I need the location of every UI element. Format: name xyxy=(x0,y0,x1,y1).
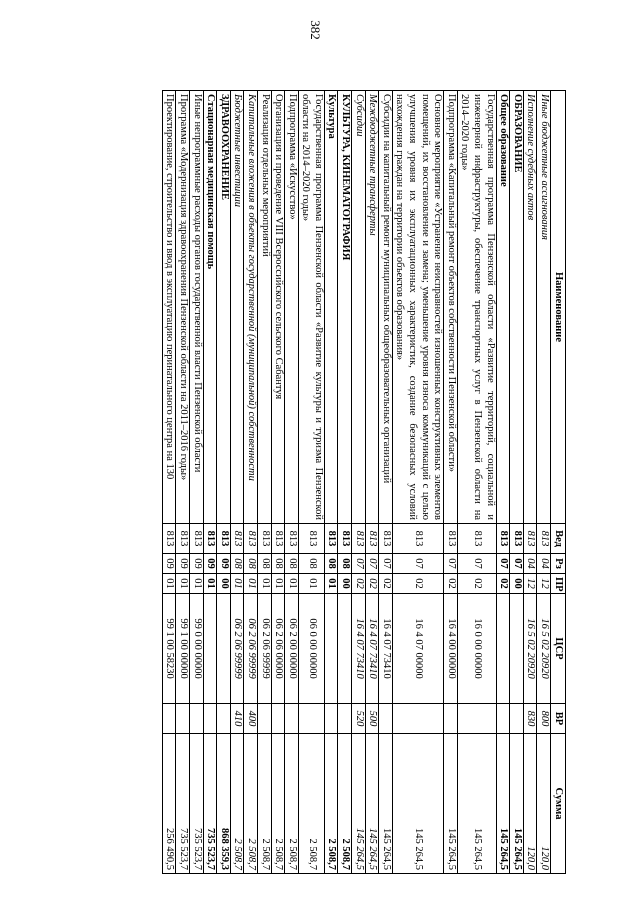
cell-csr: 06 2 06 00000 xyxy=(271,594,285,704)
cell-ved: 813 xyxy=(203,524,217,554)
cell-rz: 09 xyxy=(189,554,203,574)
cell-vr xyxy=(496,704,510,734)
cell-ved: 813 xyxy=(189,524,203,554)
cell-vr xyxy=(457,704,496,734)
table-row xyxy=(244,91,258,874)
cell-pr: 02 xyxy=(444,574,458,594)
cell-csr xyxy=(203,594,217,704)
header-sum: Сумма xyxy=(551,734,566,874)
cell-rz: 09 xyxy=(203,554,217,574)
cell-sum: 145 264,5 xyxy=(365,734,379,874)
cell-csr: 99 1 00 00000 xyxy=(176,594,190,704)
table-row xyxy=(230,91,244,874)
header-pr: ПР xyxy=(551,574,566,594)
cell-sum: 2 508,7 xyxy=(257,734,271,874)
cell-csr: 16 5 02 20920 xyxy=(537,594,551,704)
cell-csr: 16 4 07 73410 xyxy=(365,594,379,704)
table-row xyxy=(203,91,217,874)
cell-rz: 04 xyxy=(523,554,537,574)
cell-sum: 735 523,7 xyxy=(189,734,203,874)
cell-rz: 08 xyxy=(244,554,258,574)
cell-rz: 07 xyxy=(392,554,443,574)
cell-sum: 2 508,7 xyxy=(338,734,352,874)
cell-name: Реализация отдельных мероприятий xyxy=(257,91,271,524)
table-row xyxy=(217,91,231,874)
table-row xyxy=(510,91,524,874)
cell-name: Подпрограмма «Капитальный ремонт объектов собственности Пензенской области» xyxy=(444,91,458,524)
cell-name: Иные бюджетные ассигнования xyxy=(537,91,551,524)
cell-rz: 08 xyxy=(338,554,352,574)
cell-rz: 09 xyxy=(217,554,231,574)
cell-csr: 06 2 06 99999 xyxy=(257,594,271,704)
cell-ved: 813 xyxy=(379,524,393,554)
table-row xyxy=(176,91,190,874)
table-row xyxy=(537,91,551,874)
cell-pr: 01 xyxy=(189,574,203,594)
cell-pr: 12 xyxy=(523,574,537,594)
cell-vr xyxy=(176,704,190,734)
cell-ved: 813 xyxy=(392,524,443,554)
cell-pr: 02 xyxy=(365,574,379,594)
cell-sum: 120,0 xyxy=(537,734,551,874)
cell-csr: 06 2 06 99999 xyxy=(244,594,258,704)
cell-rz: 08 xyxy=(230,554,244,574)
cell-ved: 813 xyxy=(230,524,244,554)
cell-ved: 813 xyxy=(324,524,338,554)
cell-vr xyxy=(189,704,203,734)
cell-sum: 735 523,7 xyxy=(203,734,217,874)
cell-name: ОБРАЗОВАНИЕ xyxy=(510,91,524,524)
cell-csr xyxy=(324,594,338,704)
cell-name: Государственная программа Пензенской области «Развитие территорий, социальной и инженерной инфраструктуры, обеспечение транспортных услуг в Пензенской области на 2014–2020 годы» xyxy=(457,91,496,524)
cell-ved: 813 xyxy=(352,524,366,554)
cell-ved: 813 xyxy=(365,524,379,554)
cell-ved: 813 xyxy=(217,524,231,554)
cell-name: Стационарная медицинская помощь xyxy=(203,91,217,524)
cell-vr xyxy=(285,704,299,734)
cell-rz: 07 xyxy=(510,554,524,574)
cell-rz: 09 xyxy=(162,554,176,574)
table-body xyxy=(162,91,550,874)
cell-pr: 02 xyxy=(496,574,510,594)
table-row xyxy=(338,91,352,874)
cell-vr xyxy=(257,704,271,734)
cell-csr xyxy=(510,594,524,704)
cell-csr: 06 2 00 00000 xyxy=(285,594,299,704)
cell-sum: 120,0 xyxy=(523,734,537,874)
cell-vr xyxy=(324,704,338,734)
cell-sum: 2 508,7 xyxy=(285,734,299,874)
header-vr: ВР xyxy=(551,704,566,734)
cell-rz: 07 xyxy=(457,554,496,574)
cell-pr: 01 xyxy=(176,574,190,594)
cell-rz: 08 xyxy=(271,554,285,574)
cell-ved: 813 xyxy=(444,524,458,554)
cell-name: Субсидии на капитальный ремонт муниципальных общеобразовательных организаций xyxy=(379,91,393,524)
cell-pr: 01 xyxy=(230,574,244,594)
table-row xyxy=(162,91,176,874)
cell-sum: 145 264,5 xyxy=(392,734,443,874)
cell-pr: 02 xyxy=(352,574,366,594)
cell-ved: 813 xyxy=(523,524,537,554)
cell-sum: 145 264,5 xyxy=(510,734,524,874)
cell-pr: 02 xyxy=(457,574,496,594)
cell-vr: 800 xyxy=(537,704,551,734)
cell-ved: 813 xyxy=(271,524,285,554)
table-row xyxy=(365,91,379,874)
cell-name: Субсидии xyxy=(352,91,366,524)
cell-name: Капитальные вложения в объекты государственной (муниципальной) собственности xyxy=(244,91,258,524)
cell-rz: 07 xyxy=(352,554,366,574)
cell-pr: 00 xyxy=(338,574,352,594)
table-row xyxy=(189,91,203,874)
cell-sum: 2 508,7 xyxy=(324,734,338,874)
table-row xyxy=(496,91,510,874)
cell-csr: 16 4 07 73410 xyxy=(379,594,393,704)
cell-vr xyxy=(510,704,524,734)
cell-vr xyxy=(271,704,285,734)
cell-vr: 520 xyxy=(352,704,366,734)
table-row xyxy=(324,91,338,874)
cell-pr: 01 xyxy=(298,574,324,594)
cell-rz: 09 xyxy=(176,554,190,574)
cell-sum: 145 264,5 xyxy=(379,734,393,874)
cell-name: Исполнение судебных актов xyxy=(523,91,537,524)
cell-vr: 500 xyxy=(365,704,379,734)
cell-csr xyxy=(496,594,510,704)
cell-sum: 2 508,7 xyxy=(271,734,285,874)
cell-sum: 145 264,5 xyxy=(352,734,366,874)
cell-name: Проектирование, строительство и ввод в эксплуатацию перинатального центра на 130 xyxy=(162,91,176,524)
cell-rz: 08 xyxy=(324,554,338,574)
cell-rz: 08 xyxy=(285,554,299,574)
cell-csr: 99 1 00 58230 xyxy=(162,594,176,704)
cell-name: Организация и проведение VIII Всероссийского сельского Сабантуя xyxy=(271,91,285,524)
cell-name: Общее образование xyxy=(496,91,510,524)
cell-ved: 813 xyxy=(285,524,299,554)
cell-rz: 07 xyxy=(365,554,379,574)
cell-sum: 2 508,7 xyxy=(230,734,244,874)
cell-sum: 145 264,5 xyxy=(496,734,510,874)
cell-vr xyxy=(444,704,458,734)
cell-csr xyxy=(338,594,352,704)
cell-ved: 813 xyxy=(537,524,551,554)
cell-csr: 16 4 07 00000 xyxy=(392,594,443,704)
cell-vr xyxy=(379,704,393,734)
cell-pr: 02 xyxy=(379,574,393,594)
cell-rz: 07 xyxy=(379,554,393,574)
cell-pr: 01 xyxy=(271,574,285,594)
cell-pr: 01 xyxy=(203,574,217,594)
cell-pr: 01 xyxy=(285,574,299,594)
table-row xyxy=(379,91,393,874)
cell-pr: 01 xyxy=(162,574,176,594)
cell-csr: 16 0 00 00000 xyxy=(457,594,496,704)
cell-rz: 08 xyxy=(298,554,324,574)
cell-sum: 145 264,5 xyxy=(457,734,496,874)
cell-pr: 01 xyxy=(324,574,338,594)
cell-vr xyxy=(203,704,217,734)
cell-csr: 16 4 07 73410 xyxy=(352,594,366,704)
header-rz: Рз xyxy=(551,554,566,574)
table-row xyxy=(285,91,299,874)
cell-name: КУЛЬТУРА, КИНЕМАТОГРАФИЯ xyxy=(338,91,352,524)
cell-csr xyxy=(217,594,231,704)
table-header-row xyxy=(551,91,566,874)
header-name: Наименование xyxy=(551,91,566,524)
cell-sum: 256 490,5 xyxy=(162,734,176,874)
cell-name: Основное мероприятие «Устранение неисправностей изношенных конструктивных элементов помещений, их восстановление и замена; уменьшение уровня износа коммуникаций с целью улучшения уровня их эксплуатационных характеристик, создание безопасных условий нахождения граждан на территории объектов образования» xyxy=(392,91,443,524)
table-row xyxy=(298,91,324,874)
cell-name: Подпрограмма «Искусство» xyxy=(285,91,299,524)
table-row xyxy=(257,91,271,874)
cell-name: Культура xyxy=(324,91,338,524)
cell-pr: 02 xyxy=(392,574,443,594)
cell-csr: 06 0 00 00000 xyxy=(298,594,324,704)
cell-csr: 06 2 06 99999 xyxy=(230,594,244,704)
cell-rz: 07 xyxy=(496,554,510,574)
cell-vr xyxy=(392,704,443,734)
cell-vr: 830 xyxy=(523,704,537,734)
table-row xyxy=(392,91,443,874)
cell-name: Государственная программа Пензенской области «Развитие культуры и туризма Пензенской области на 2014–2020 годы» xyxy=(298,91,324,524)
cell-vr: 400 xyxy=(244,704,258,734)
rotated-table-frame xyxy=(76,90,566,873)
rotated-table-container xyxy=(76,90,566,873)
cell-sum: 2 508,7 xyxy=(298,734,324,874)
cell-pr: 12 xyxy=(537,574,551,594)
cell-pr: 00 xyxy=(217,574,231,594)
cell-ved: 813 xyxy=(338,524,352,554)
table-row xyxy=(271,91,285,874)
cell-ved: 813 xyxy=(162,524,176,554)
cell-name: Иные непрограммные расходы органов государственной власти Пензенской области xyxy=(189,91,203,524)
cell-vr: 410 xyxy=(230,704,244,734)
cell-csr: 16 5 02 20920 xyxy=(523,594,537,704)
table-row xyxy=(523,91,537,874)
cell-ved: 813 xyxy=(510,524,524,554)
cell-ved: 813 xyxy=(457,524,496,554)
cell-sum: 735 523,7 xyxy=(176,734,190,874)
cell-vr xyxy=(162,704,176,734)
cell-vr xyxy=(338,704,352,734)
cell-name: Бюджетные инвестиции xyxy=(230,91,244,524)
header-csr: ЦСР xyxy=(551,594,566,704)
budget-table xyxy=(162,90,566,874)
cell-ved: 813 xyxy=(176,524,190,554)
cell-sum: 868 359,3 xyxy=(217,734,231,874)
cell-name: Программа «Модернизация здравоохранения Пензенской области на 2011–2016 годы» xyxy=(176,91,190,524)
cell-ved: 813 xyxy=(496,524,510,554)
cell-name: Межбюджетные трансферты xyxy=(365,91,379,524)
cell-name: ЗДРАВООХРАНЕНИЕ xyxy=(217,91,231,524)
cell-rz: 04 xyxy=(537,554,551,574)
cell-ved: 813 xyxy=(298,524,324,554)
cell-sum: 145 264,5 xyxy=(444,734,458,874)
cell-pr: 00 xyxy=(510,574,524,594)
cell-pr: 01 xyxy=(244,574,258,594)
cell-rz: 07 xyxy=(444,554,458,574)
table-row xyxy=(444,91,458,874)
header-ved: Вед xyxy=(551,524,566,554)
table-row xyxy=(352,91,366,874)
page-number: 382 xyxy=(308,20,323,40)
cell-ved: 813 xyxy=(244,524,258,554)
cell-pr: 01 xyxy=(257,574,271,594)
cell-ved: 813 xyxy=(257,524,271,554)
table-row xyxy=(457,91,496,874)
cell-vr xyxy=(217,704,231,734)
cell-rz: 08 xyxy=(257,554,271,574)
cell-csr: 99 0 00 00000 xyxy=(189,594,203,704)
cell-sum: 2 508,7 xyxy=(244,734,258,874)
cell-vr xyxy=(298,704,324,734)
cell-csr: 16 4 00 00000 xyxy=(444,594,458,704)
